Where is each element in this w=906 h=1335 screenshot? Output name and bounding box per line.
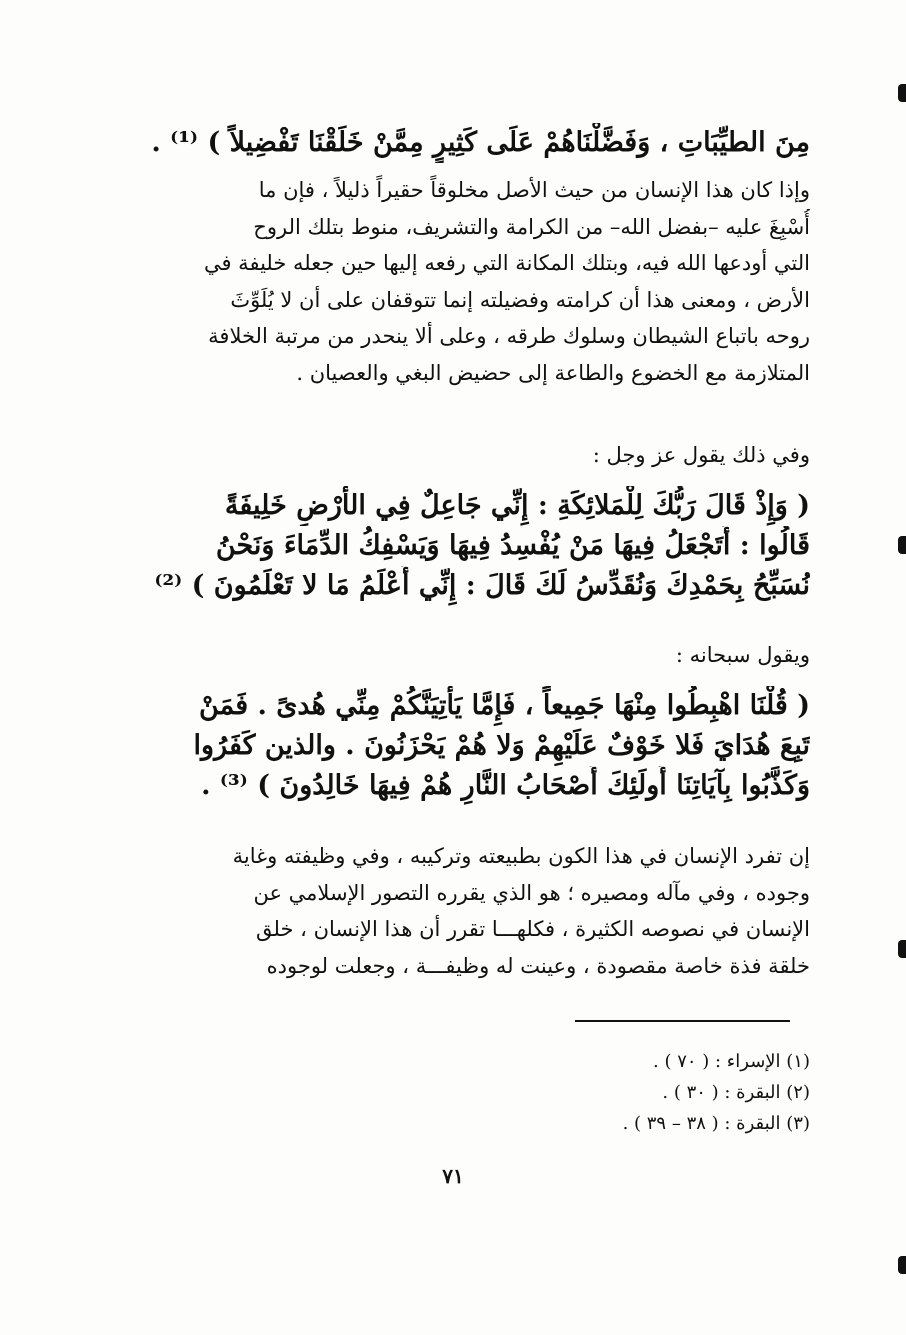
- footnote-1: (١) الإسراء : ( ٧٠ ) .: [653, 1051, 810, 1072]
- intro-line-1: [92, 440, 810, 470]
- quran-line: ( قُلْنَا اهْبِطُوا مِنْهَا جَمِيعاً ، فَإِمَّا يَأْتِيَنَّكُمْ مِنِّي هُدىً . فَمَنْ: [199, 690, 810, 721]
- paragraph-line: خلقة فذة خاصة مقصودة ، وعينت له وظيفـــة ، وجعلت لوجوده: [266, 953, 810, 978]
- quran-line: ( وَإِذْ قَالَ رَبُّكَ لِلْمَلائِكَةِ : إِنِّي جَاعِلٌ فِي الأَرْضِ خَلِيفَةً: [224, 490, 810, 521]
- paragraph-line: التي أودعها الله فيه، وبتلك المكانة التي رفعه إليها حين جعله خليفة في: [203, 251, 810, 275]
- paragraph-line: روحه باتباع الشيطان وسلوك طرقه ، وعلى ألا ينحدر من مرتبة الخلافة: [208, 324, 810, 348]
- paragraph-1: [92, 172, 810, 391]
- paragraph-line: الأرض ، ومعنى هذا أن كرامته وفضيلته إنما تتوقفان على أن لا يُلَوِّثَ: [230, 287, 810, 312]
- quran-line: نُسَبِّحُ بِحَمْدِكَ وَنُقَدِّسُ لَكَ قَالَ : إِنِّي أَعْلَمُ مَا لا تَعْلَمُونَ ) ⁽²⁾: [154, 570, 810, 601]
- paragraph-2: [92, 838, 810, 984]
- paragraph-line: وإذا كان هذا الإنسان من حيث الأصل مخلوقاً حقيراً ذليلاً ، فإن ما: [258, 178, 810, 202]
- page-edge-mark: [898, 536, 906, 554]
- paragraph-line: وجوده ، وفي مآله ومصيره ؛ هو الذي يقرره التصور الإسلامي عن: [253, 880, 810, 905]
- page-edge-mark: [898, 84, 906, 102]
- intro-text: وفي ذلك يقول عز وجل :: [592, 443, 810, 467]
- footnote-3: (٣) البقرة : ( ٣٨ – ٣٩ ) .: [622, 1113, 810, 1134]
- paragraph-line: المتلازمة مع الخضوع والطاعة إلى حضيض البغي والعصيان .: [296, 360, 810, 385]
- quran-continuation: [92, 123, 810, 163]
- intro-line-2: [92, 640, 810, 670]
- paragraph-line: إن تفرد الإنسان في هذا الكون بطبيعته وتركيبه ، وفي وظيفته وغاية: [232, 844, 810, 868]
- footnote-2: (٢) البقرة : ( ٣٠ ) .: [662, 1082, 810, 1103]
- intro-text: ويقول سبحانه :: [675, 643, 810, 667]
- quran-line: وَكَذَّبُوا بِآيَاتِنَا أُولَئِكَ أَصْحَابُ النَّارِ هُمْ فِيهَا خَالِدُونَ ) ⁽³⁾ .: [201, 770, 810, 801]
- quran-block-2: [92, 686, 810, 806]
- footnote-divider: [575, 1020, 790, 1022]
- quran-line: مِنَ الطيِّبَاتِ ، وَفَضَّلْنَاهُمْ عَلَى كَثِيرٍ مِمَّنْ خَلَقْنَا تَفْضِيلاً ) ⁽¹⁾ .: [151, 127, 810, 158]
- paragraph-line: الإنسان في نصوصه الكثيرة ، فكلهـــا تقرر أن هذا الإنسان ، خلق: [256, 917, 810, 941]
- footnotes: [480, 1046, 810, 1139]
- paragraph-line: أُسْبِغَ عليه –بفضل الله– من الكرامة والتشريف، منوط بتلك الروح: [253, 214, 810, 239]
- page-edge-mark: [898, 940, 906, 958]
- quran-line: تَبِعَ هُدَايَ فَلا خَوْفٌ عَلَيْهِمْ وَلا هُمْ يَحْزَنُونَ . والذين كَفَرُوا: [193, 730, 810, 761]
- page-number: ٧١: [442, 1164, 464, 1188]
- quran-line: قَالُوا : أَتَجْعَلُ فِيهَا مَنْ يُفْسِدُ فِيهَا وَيَسْفِكُ الدِّمَاءَ وَنَحْنُ: [215, 530, 810, 561]
- quran-block-1: [92, 486, 810, 606]
- page-edge-mark: [898, 1256, 906, 1274]
